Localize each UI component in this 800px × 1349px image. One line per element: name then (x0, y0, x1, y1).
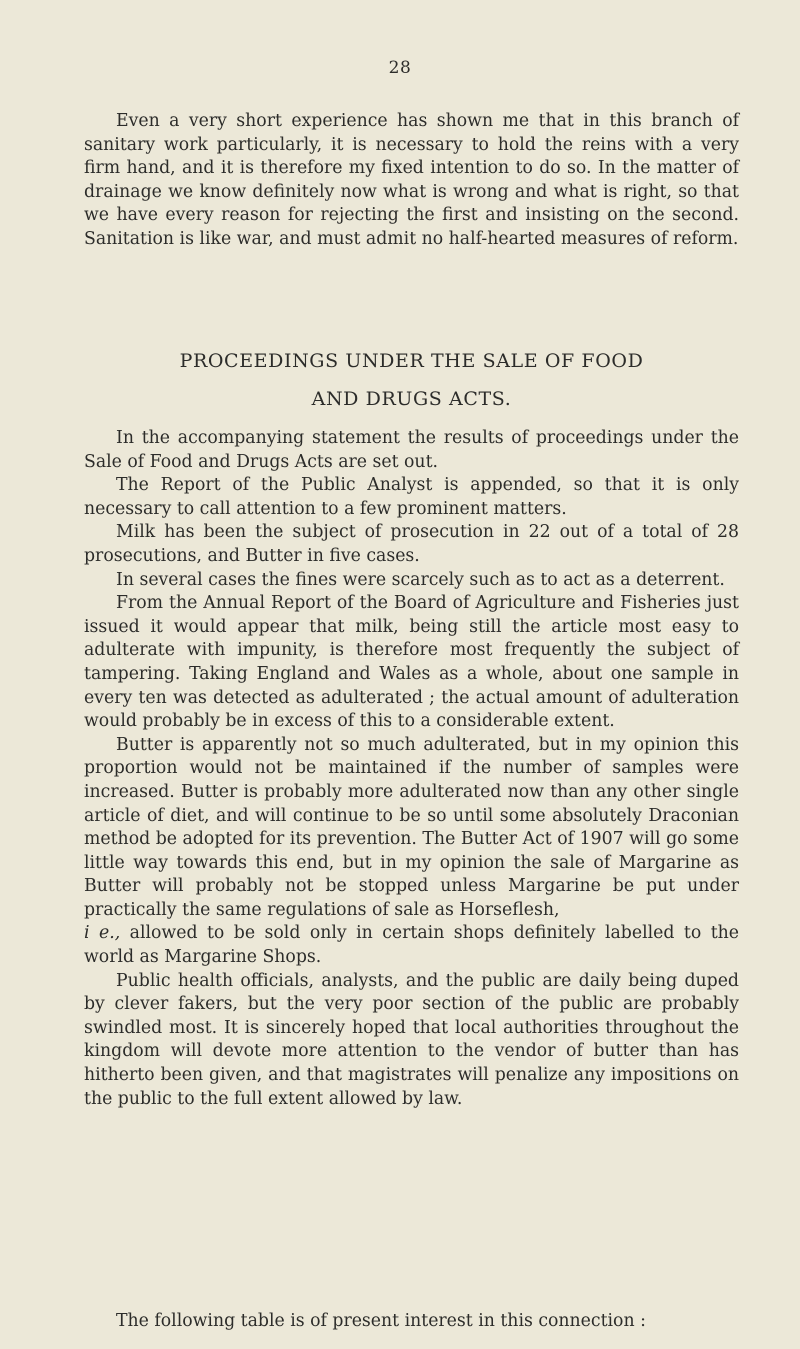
section-heading (84, 342, 739, 418)
butter-text-start: Butter is apparently not so much adulterated, but in my opinion this proportion would not be maintained if the number of samples were increased. Butter is probably more adulterated now than any other single article of diet, and will continue to be so until some absolutely Draconian method be adopted for its prevention. The Butter Act of 1907 will go some little way towards this end, but in my opinion the sale of Margarine as Butter will probably not be stopped unless Margarine be put under practically the same regulations of sale as Horseflesh, (84, 734, 739, 920)
heading-line-2: AND DRUGS ACTS. (311, 388, 512, 410)
paragraph-public-health: Public health officials, analysts, and the public are daily being duped by clever fakers, but the very poor section of the public are probably swindled most. It is sincerely hoped that local authorities throughout the kingdom will devote more attention to the vendor of butter than has hitherto been given, and that magistrates will penalize any impositions on the public to the full extent allowed by law. (84, 970, 739, 1109)
paragraph-butter (84, 734, 739, 970)
paragraph-analyst-report: The Report of the Public Analyst is appended, so that it is only necessary to call attention to a few prominent matters. (84, 475, 739, 519)
intro-paragraph: Even a very short experience has shown me that in this branch of sanitary work particularly, it is necessary to hold the reins with a very firm hand, and it is therefore my fixed intention to do so. In the matter of drainage we know definitely now what is wrong and what is right, so that we have every reason for rejecting the first and insisting on the second. Sanitation is like war, and must admit no half-hearted measures of reform. (84, 111, 739, 249)
closing-line: The following table is of present interest in this connection : (116, 1311, 646, 1331)
butter-ie: i e., (84, 923, 121, 944)
heading-line-1: PROCEEDINGS UNDER THE SALE OF FOOD (179, 350, 644, 372)
paragraph-fines: In several cases the fines were scarcely such as to act as a deterrent. (116, 569, 725, 590)
page-number: 28 (388, 58, 412, 78)
paragraph-statement: In the accompanying statement the results of proceedings under the Sale of Food and Drugs Acts are set out. (84, 428, 739, 472)
paragraph-milk-prosecutions: Milk has been the subject of prosecution in 22 out of a total of 28 prosecutions, and Butter in five cases. (84, 522, 739, 566)
paragraph-board-of-agriculture: From the Annual Report of the Board of Agriculture and Fisheries just issued it would appear that milk, being still the article most easy to adulterate with impunity, is therefore most frequently the subject of tampering. Taking England and Wales as a whole, about one sample in every ten was detected as adulterated ; the actual amount of adulteration would probably be in excess of this to a considerable extent. (84, 593, 739, 732)
butter-text-end: allowed to be sold only in certain shops definitely labelled to the world as Margarine Shops. (84, 923, 740, 968)
intro-section (84, 110, 739, 252)
body-section (84, 427, 739, 1111)
